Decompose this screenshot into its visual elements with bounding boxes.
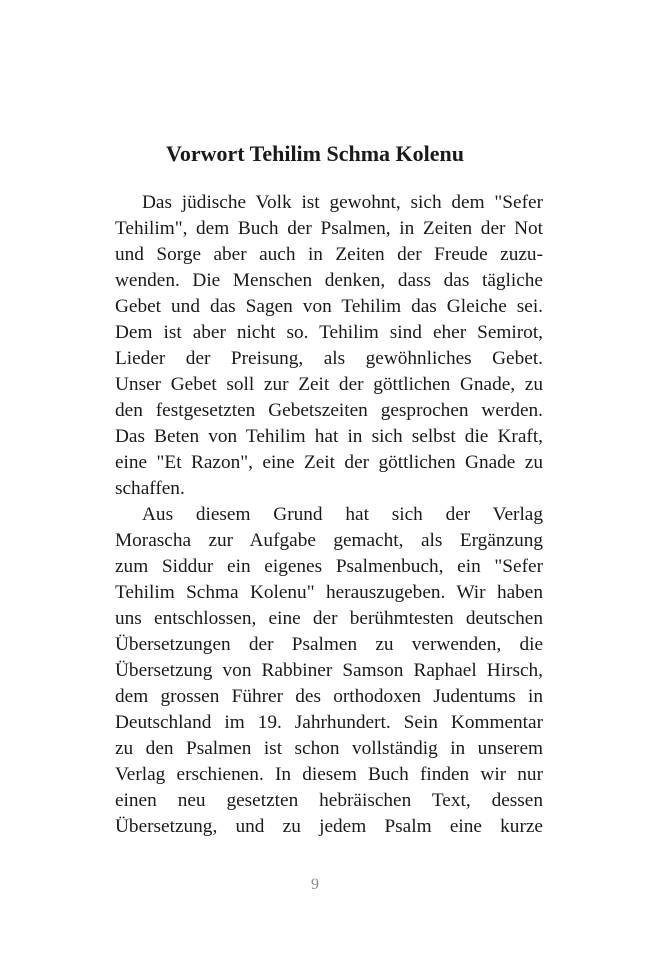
text-line: Unser Gebet soll zur Zeit der göttlichen Gnade, zu [115, 374, 543, 395]
paragraph-1 [88, 190, 543, 502]
text-line: den festgesetzten Gebetszeiten gesprochen werden. [115, 400, 543, 421]
text-line: Das jüdische Volk ist gewohnt, sich dem "Sefer [142, 192, 543, 213]
text-line: eine "Et Razon", eine Zeit der göttlichen Gnade zu [115, 452, 543, 473]
text-line: zu den Psalmen ist schon vollständig in unserem [115, 738, 543, 759]
text-line: Verlag erschienen. In diesem Buch finden wir nur [115, 764, 543, 785]
text-line: Lieder der Preisung, als gewöhnliches Gebet. [115, 348, 543, 369]
text-line: Tehilim Schma Kolenu" herauszugeben. Wir haben [115, 582, 543, 603]
body-text [88, 190, 543, 840]
text-line: Übersetzungen der Psalmen zu verwenden, die [115, 634, 543, 655]
text-line: dem grossen Führer des orthodoxen Judentums in [115, 686, 543, 707]
paragraph-2 [88, 502, 543, 840]
text-line: wenden. Die Menschen denken, dass das tägliche [115, 270, 543, 291]
text-line: Dem ist aber nicht so. Tehilim sind eher Semirot, [115, 322, 543, 343]
text-line: Deutschland im 19. Jahrhundert. Sein Kommentar [115, 712, 543, 733]
text-line: zum Siddur ein eigenes Psalmenbuch, ein "Sefer [115, 556, 543, 577]
page-number: 9 [311, 876, 319, 893]
text-line: Morascha zur Aufgabe gemacht, als Ergänzung [115, 530, 543, 551]
text-line: und Sorge aber auch in Zeiten der Freude zuzu- [115, 244, 543, 265]
text-line: uns entschlossen, eine der berühmtesten deutschen [115, 608, 543, 629]
text-line: Das Beten von Tehilim hat in sich selbst die Kraft, [115, 426, 543, 447]
text-line: Aus diesem Grund hat sich der Verlag [142, 504, 543, 525]
text-line: Tehilim", dem Buch der Psalmen, in Zeiten der Not [115, 218, 543, 239]
text-line: Gebet und das Sagen von Tehilim das Gleiche sei. [115, 296, 543, 317]
text-line: Übersetzung von Rabbiner Samson Raphael Hirsch, [115, 660, 543, 681]
text-line: schaffen. [115, 478, 185, 499]
text-line: einen neu gesetzten hebräischen Text, dessen [115, 790, 543, 811]
page-title: Vorwort Tehilim Schma Kolenu [165, 141, 465, 166]
text-line: Übersetzung, und zu jedem Psalm eine kurze [115, 816, 543, 837]
